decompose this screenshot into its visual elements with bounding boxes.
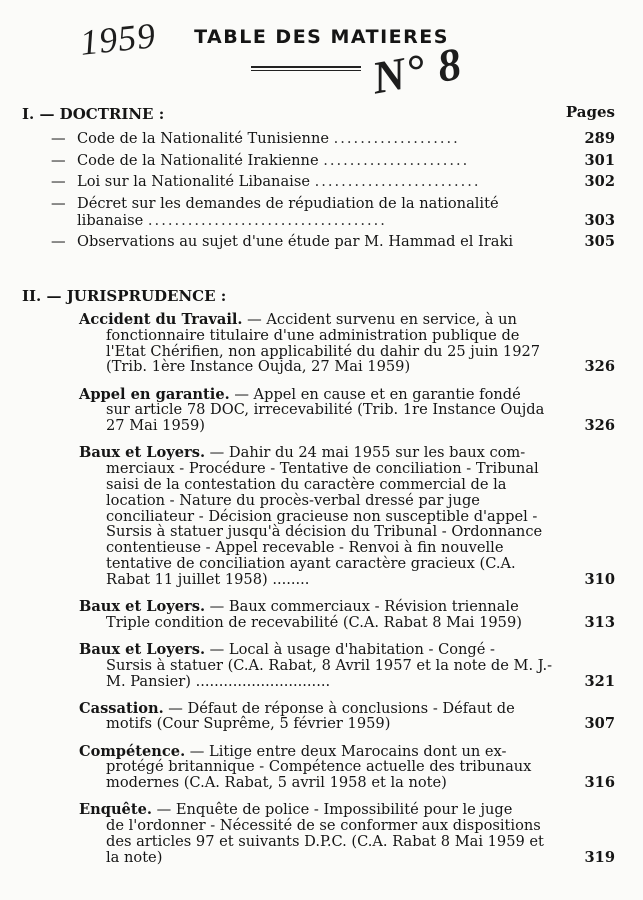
doctrine-list bbox=[0, 130, 643, 255]
entry-text bbox=[79, 642, 561, 689]
entry-heading: Cassation. bbox=[79, 699, 164, 717]
entry-text bbox=[79, 802, 561, 865]
entry-first-line: — Baux commerciaux - Révision triennale bbox=[205, 597, 519, 615]
leader-dots: .................................... bbox=[147, 211, 387, 229]
entry-first-line: — Enquête de police - Impossibilité pour le juge bbox=[151, 801, 513, 819]
page-number: 326 bbox=[584, 417, 615, 435]
entry-title: Loi sur la Nationalité Libanaise bbox=[77, 173, 310, 191]
page-number: 305 bbox=[584, 233, 615, 251]
section-heading-doctrine: I. — DOCTRINE : bbox=[22, 105, 165, 123]
toc-entry bbox=[0, 312, 643, 375]
entry-title: Décret sur les demandes de répudiation de la nationalité libanaise bbox=[77, 194, 499, 229]
toc-entry bbox=[0, 445, 643, 587]
entry-heading: Enquête. bbox=[79, 801, 152, 819]
entry-first-line: — Litige entre deux Marocains dont un ex- bbox=[185, 742, 507, 760]
page-number: 310 bbox=[584, 570, 615, 588]
entry-first-line: — Dahir du 24 mai 1955 sur les baux com- bbox=[205, 444, 526, 462]
entry-text bbox=[79, 701, 561, 733]
entry-dash: — bbox=[51, 130, 66, 147]
entry-text bbox=[79, 387, 561, 434]
entry-continuation: protégé britannique - Compétence actuelle des tribunaux modernes (C.A. Rabat, 5 avril 1958 et la note) bbox=[106, 758, 532, 792]
section-heading-jurisprudence: II. — JURISPRUDENCE : bbox=[22, 287, 227, 305]
leader-dots: ...................... bbox=[323, 151, 470, 169]
entry-text bbox=[51, 195, 561, 229]
entry-text bbox=[79, 744, 561, 791]
toc-entry bbox=[0, 233, 643, 250]
toc-entry bbox=[0, 173, 643, 190]
entry-heading: Compétence. bbox=[79, 742, 186, 760]
entry-continuation: Sursis à statuer (C.A. Rabat, 8 Avril 1957 et la note de M. J.-M. Pansier) ............................. bbox=[106, 656, 553, 690]
entry-dash: — bbox=[51, 194, 66, 212]
toc-entry bbox=[0, 701, 643, 733]
entry-text bbox=[51, 173, 561, 190]
toc-entry bbox=[0, 195, 643, 229]
pages-column-label: Pages bbox=[565, 103, 615, 121]
handwritten-year: 1959 bbox=[78, 15, 158, 63]
toc-entry bbox=[0, 642, 643, 689]
page-number: 313 bbox=[584, 613, 615, 631]
entry-heading: Baux et Loyers. bbox=[79, 444, 206, 462]
toc-entry bbox=[0, 599, 643, 631]
entry-first-line: — Accident survenu en service, à un bbox=[242, 311, 517, 328]
page-title: TABLE DES MATIERES bbox=[194, 26, 449, 48]
page-number: 302 bbox=[584, 173, 615, 191]
page-number: 307 bbox=[584, 715, 615, 733]
entry-continuation: merciaux - Procédure - Tentative de conciliation - Tribunal saisi de la contestation du caractère commercial de la location - Nature du procès-verbal dressé par juge conciliateur - Décision gracieuse non susceptible d'appel - Sursis à statuer jusqu'à décision du Tribunal - Ordonnance contentieuse - Appel recevable - Renvoi à fin nouvelle tentative de conciliation ayant caractère gracieux (C.A. Rabat 11 juillet 1958) ........ bbox=[106, 460, 543, 588]
entry-text bbox=[51, 233, 561, 250]
jurisprudence-list bbox=[0, 312, 643, 877]
entry-first-line: — Local à usage d'habitation - Congé - bbox=[205, 640, 495, 658]
page-number: 319 bbox=[584, 848, 615, 866]
entry-title: Code de la Nationalité Irakienne bbox=[77, 151, 319, 169]
page-number: 289 bbox=[584, 130, 615, 147]
toc-entry bbox=[0, 130, 643, 147]
toc-entry bbox=[0, 802, 643, 865]
entry-text bbox=[79, 312, 561, 375]
leader-dots: ................... bbox=[333, 130, 460, 147]
title-underline bbox=[251, 66, 361, 71]
entry-heading: Accident du Travail. bbox=[79, 311, 243, 328]
toc-entry bbox=[0, 387, 643, 434]
handwritten-number: N° 8 bbox=[368, 37, 466, 104]
entry-dash: — bbox=[51, 151, 66, 169]
entry-continuation: sur article 78 DOC, irrecevabilité (Trib. 1re Instance Oujda 27 Mai 1959) bbox=[106, 401, 545, 435]
entry-heading: Baux et Loyers. bbox=[79, 640, 206, 658]
entry-heading: Baux et Loyers. bbox=[79, 597, 206, 615]
entry-text bbox=[51, 130, 561, 147]
entry-continuation: de l'ordonner - Nécessité de se conformer aux dispositions des articles 97 et suivants D.P.C. (C.A. Rabat 8 Mai 1959 et la note) bbox=[106, 817, 544, 866]
page-number: 303 bbox=[584, 211, 615, 229]
page-number: 316 bbox=[584, 774, 615, 792]
leader-dots: ......................... bbox=[314, 173, 481, 191]
entry-title: Code de la Nationalité Tunisienne bbox=[77, 130, 329, 147]
entry-dash: — bbox=[51, 173, 66, 191]
page-number: 326 bbox=[584, 358, 615, 376]
entry-continuation: Triple condition de recevabilité (C.A. Rabat 8 Mai 1959) bbox=[106, 613, 522, 631]
toc-entry bbox=[0, 152, 643, 169]
entry-title: Observations au sujet d'une étude par M. Hammad el Iraki bbox=[77, 233, 513, 251]
entry-continuation: fonctionnaire titulaire d'une administration publique de l'Etat Chérifien, non applicabilité du dahir du 25 juin 1927 (Trib. 1ère Instance Oujda, 27 Mai 1959) bbox=[106, 326, 541, 376]
page-number: 321 bbox=[584, 672, 615, 690]
entry-heading: Appel en garantie. bbox=[79, 385, 230, 403]
entry-first-line: — Défaut de réponse à conclusions - Défaut de bbox=[163, 699, 515, 717]
entry-first-line: — Appel en cause et en garantie fondé bbox=[229, 385, 521, 403]
toc-entry bbox=[0, 744, 643, 791]
entry-text bbox=[79, 599, 561, 631]
entry-text bbox=[79, 445, 561, 587]
entry-dash: — bbox=[51, 233, 66, 251]
entry-continuation: motifs (Cour Suprême, 5 février 1959) bbox=[106, 715, 391, 733]
page-number: 301 bbox=[584, 151, 615, 169]
entry-text bbox=[51, 152, 561, 169]
